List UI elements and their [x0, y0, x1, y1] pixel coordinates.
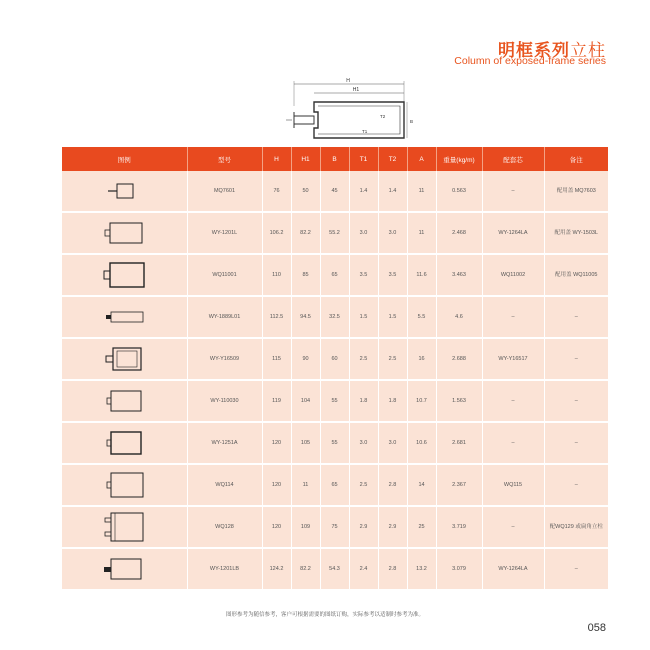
table-row — [62, 296, 608, 338]
page-title-en: Column of exposed-frame series — [454, 55, 606, 67]
cell-h1: 90 — [291, 338, 320, 380]
cell-b: 55 — [320, 380, 349, 422]
cell-t1: 1.5 — [349, 296, 378, 338]
cell-note: – — [544, 296, 608, 338]
col-header-model: 型号 — [187, 147, 262, 171]
cell-a: 11.6 — [407, 254, 436, 296]
col-header-h1: H1 — [291, 147, 320, 171]
cell-core: – — [482, 422, 544, 464]
cell-model: WQ11001 — [187, 254, 262, 296]
cell-h: 120 — [262, 506, 291, 548]
cell-t1: 2.9 — [349, 506, 378, 548]
cell-core: – — [482, 380, 544, 422]
cell-h1: 109 — [291, 506, 320, 548]
cell-t1: 2.4 — [349, 548, 378, 590]
cell-weight: 1.563 — [436, 380, 482, 422]
cell-weight: 2.367 — [436, 464, 482, 506]
table-header-row — [62, 147, 608, 171]
col-header-b: B — [320, 147, 349, 171]
cell-t2: 2.8 — [378, 464, 407, 506]
cell-model: WY-1201L — [187, 212, 262, 254]
diagram-label-t1: T1 — [362, 129, 368, 134]
cell-h: 110 — [262, 254, 291, 296]
cell-h1: 104 — [291, 380, 320, 422]
cell-b: 75 — [320, 506, 349, 548]
cell-b: 65 — [320, 254, 349, 296]
profile-icon — [62, 338, 187, 380]
title-zh-part2: 立柱 — [570, 41, 606, 60]
cell-t1: 2.5 — [349, 464, 378, 506]
col-header-h: H — [262, 147, 291, 171]
cell-weight: 4.6 — [436, 296, 482, 338]
cell-weight: 2.681 — [436, 422, 482, 464]
profile-icon — [62, 464, 187, 506]
cell-model: WQ114 — [187, 464, 262, 506]
profile-icon — [62, 212, 187, 254]
cell-core: WY-1264LA — [482, 548, 544, 590]
cell-core: – — [482, 506, 544, 548]
cell-model: WQ128 — [187, 506, 262, 548]
cell-core: – — [482, 296, 544, 338]
cell-t2: 2.9 — [378, 506, 407, 548]
cell-t1: 3.0 — [349, 422, 378, 464]
table-row — [62, 506, 608, 548]
cell-note: – — [544, 380, 608, 422]
diagram-label-b: B — [410, 119, 414, 124]
cell-a: 16 — [407, 338, 436, 380]
title-zh-part1: 明框系列 — [498, 41, 570, 60]
cell-h: 106.2 — [262, 212, 291, 254]
cell-model: WY-1201LB — [187, 548, 262, 590]
profile-dimension-diagram — [276, 76, 416, 142]
spec-table — [62, 147, 608, 591]
col-header-t2: T2 — [378, 147, 407, 171]
cell-h: 112.5 — [262, 296, 291, 338]
cell-weight: 2.468 — [436, 212, 482, 254]
profile-icon — [62, 380, 187, 422]
cell-t2: 1.4 — [378, 171, 407, 212]
cell-weight: 3.719 — [436, 506, 482, 548]
cell-weight: 2.688 — [436, 338, 482, 380]
cell-h1: 11 — [291, 464, 320, 506]
cell-note: 配用盖 WQ11005 — [544, 254, 608, 296]
cell-t1: 1.4 — [349, 171, 378, 212]
cell-h: 120 — [262, 422, 291, 464]
cell-h: 119 — [262, 380, 291, 422]
cell-t2: 3.0 — [378, 422, 407, 464]
cell-a: 13.2 — [407, 548, 436, 590]
cell-a: 10.6 — [407, 422, 436, 464]
cell-t1: 3.0 — [349, 212, 378, 254]
cell-a: 14 — [407, 464, 436, 506]
cell-h1: 85 — [291, 254, 320, 296]
cell-weight: 0.563 — [436, 171, 482, 212]
cell-note: – — [544, 338, 608, 380]
cell-note: – — [544, 548, 608, 590]
cell-h1: 82.2 — [291, 548, 320, 590]
cell-a: 5.5 — [407, 296, 436, 338]
cell-b: 65 — [320, 464, 349, 506]
cell-note: 配WQ129 或扁角立柱 — [544, 506, 608, 548]
cell-a: 11 — [407, 212, 436, 254]
table-row — [62, 212, 608, 254]
table-row — [62, 171, 608, 212]
cell-h: 124.2 — [262, 548, 291, 590]
col-header-legend: 图例 — [62, 147, 187, 171]
cell-t1: 2.5 — [349, 338, 378, 380]
cell-h: 115 — [262, 338, 291, 380]
table-row — [62, 338, 608, 380]
cell-weight: 3.079 — [436, 548, 482, 590]
table-row — [62, 464, 608, 506]
page-number: 058 — [587, 622, 606, 634]
table-row — [62, 422, 608, 464]
cell-core: WQ11002 — [482, 254, 544, 296]
cell-core: WY-Y16517 — [482, 338, 544, 380]
cell-a: 25 — [407, 506, 436, 548]
table-row — [62, 380, 608, 422]
cell-note: 配用盖 MQ7603 — [544, 171, 608, 212]
cell-b: 55.2 — [320, 212, 349, 254]
footnote: 图形参考为随信参考，客户可根据需要的图纸订购，实际参考以适制时参考为准。 — [225, 612, 424, 618]
cell-t1: 1.8 — [349, 380, 378, 422]
cell-note: – — [544, 422, 608, 464]
cell-note: 配用盖 WY-1503L — [544, 212, 608, 254]
cell-core: WQ115 — [482, 464, 544, 506]
cell-model: WY-110030 — [187, 380, 262, 422]
profile-icon — [62, 548, 187, 590]
col-header-note: 备注 — [544, 147, 608, 171]
cell-model: WY-1889L01 — [187, 296, 262, 338]
cell-t2: 1.8 — [378, 380, 407, 422]
cell-b: 60 — [320, 338, 349, 380]
cell-t2: 3.5 — [378, 254, 407, 296]
cell-t2: 1.5 — [378, 296, 407, 338]
cell-model: WY-1251A — [187, 422, 262, 464]
cell-core: – — [482, 171, 544, 212]
cell-b: 54.3 — [320, 548, 349, 590]
profile-icon — [62, 506, 187, 548]
cell-a: 11 — [407, 171, 436, 212]
cell-b: 32.5 — [320, 296, 349, 338]
col-header-a: A — [407, 147, 436, 171]
profile-icon — [62, 422, 187, 464]
cell-model: WY-Y16509 — [187, 338, 262, 380]
cell-h1: 50 — [291, 171, 320, 212]
diagram-label-t2: T2 — [380, 114, 386, 119]
cell-h1: 105 — [291, 422, 320, 464]
cell-h: 120 — [262, 464, 291, 506]
table-row — [62, 548, 608, 590]
cell-a: 10.7 — [407, 380, 436, 422]
diagram-label-h: H — [346, 78, 350, 84]
col-header-t1: T1 — [349, 147, 378, 171]
cell-b: 45 — [320, 171, 349, 212]
cell-weight: 3.463 — [436, 254, 482, 296]
cell-t1: 3.5 — [349, 254, 378, 296]
cell-t2: 2.8 — [378, 548, 407, 590]
table-row — [62, 254, 608, 296]
col-header-weight: 重量(kg/m) — [436, 147, 482, 171]
cell-h1: 82.2 — [291, 212, 320, 254]
cell-t2: 2.5 — [378, 338, 407, 380]
profile-icon — [62, 296, 187, 338]
profile-icon — [62, 171, 187, 212]
cell-h1: 94.5 — [291, 296, 320, 338]
cell-core: WY-1264LA — [482, 212, 544, 254]
col-header-core: 配套芯 — [482, 147, 544, 171]
cell-t2: 3.0 — [378, 212, 407, 254]
cell-note: – — [544, 464, 608, 506]
profile-icon — [62, 254, 187, 296]
cell-b: 55 — [320, 422, 349, 464]
cell-h: 76 — [262, 171, 291, 212]
diagram-label-h1: H1 — [352, 87, 360, 93]
cell-model: MQ7601 — [187, 171, 262, 212]
